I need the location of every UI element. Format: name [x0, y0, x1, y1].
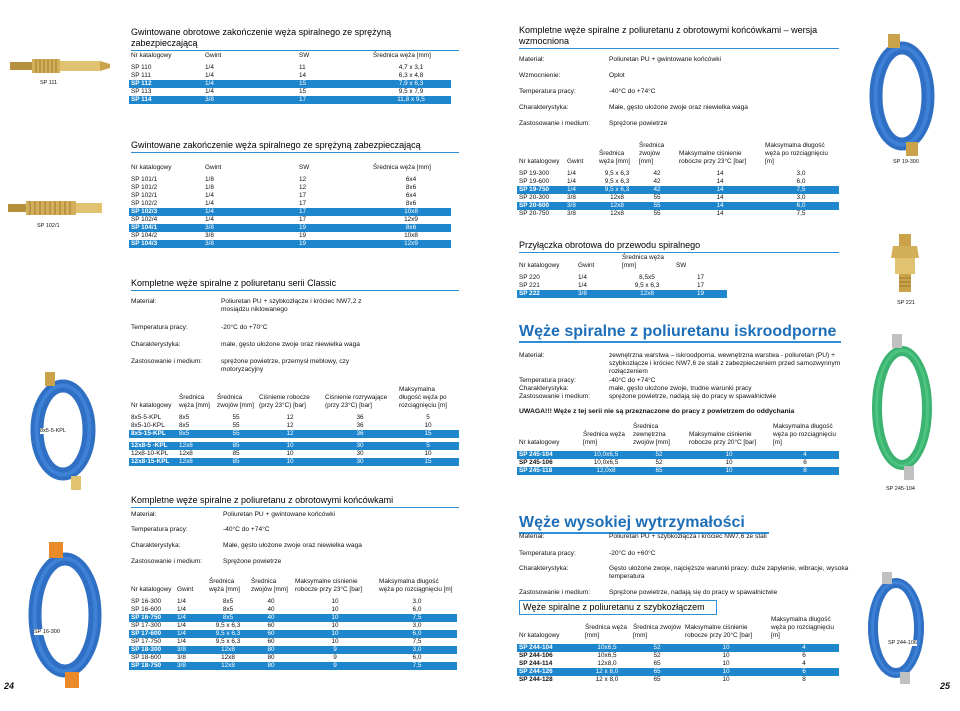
- page-number-left: 24: [4, 681, 15, 691]
- sec6-title: Przyłączka obrotowa do przewodu spiralnego: [519, 240, 839, 253]
- sec1-title: Gwintowane obrotowe zakończenie węża spiralnego ze sprężyną zabezpieczającą: [131, 27, 459, 51]
- table-row: 8x5-15-KPL 8x5 55 12 36 15: [129, 430, 459, 438]
- page-number-right: 25: [940, 681, 951, 691]
- table-row: SP 101/2 1/8 12 8x6: [131, 184, 417, 191]
- table-row: SP 17-300 1/4 9,5 x 6,3 60 10 3,0: [131, 622, 422, 629]
- table-row: SP 244-106 10x6,5 52 10 6: [519, 652, 806, 659]
- table-row: SP 18-300 3/8 12x8 80 9 3,0: [129, 646, 457, 654]
- table-row: SP 220 1/4 8,5x5 17: [519, 274, 705, 281]
- sp221-label: SP 221: [897, 300, 915, 306]
- table-row: SP 16-300 1/4 8x5 40 10 3,0: [131, 598, 422, 605]
- table-row: SP 245-118 12,0x8 65 10 8: [517, 467, 839, 475]
- sec6-table: [517, 254, 727, 298]
- table-row: SP 101/1 1/8 12 6x4: [131, 176, 417, 183]
- sec9-title: Węże spiralne z poliuretanu z szybkozłączem: [519, 600, 717, 615]
- table-row: SP 102/4 1/4 17 12x9: [131, 216, 418, 223]
- col-srednica: Średnica węża [mm]: [373, 52, 431, 59]
- table-row: SP 111 1/4 14 6,3 x 4,8: [131, 72, 424, 79]
- table-header: Nr katalogowy Gwint Średnica węża [mm] Średnica zwojów [mm] Maksymalne ciśnienie robocze przy 23°C [bar] Maksymalna długość węża po rozciągnięciu [m]: [131, 578, 453, 593]
- sec7-table: [517, 423, 839, 475]
- col-gwint: Gwint: [205, 52, 222, 59]
- sp16-hose-image: [5, 540, 125, 690]
- sec7-specs: Materiał: zewnętrzna warstwa – iskroodporna, wewnętrzna warstwa - poliuretan (PU) + szybkozłącze i króciec NW7,6 ze stali z zabezpieczeniem przed samozwynnym rozłączeniem Temperatura pracy: -40°C do +74°C Charakterystyka: małe, gęsto ułożone zwoje, trudne warunki pracy Zastosowanie i medium: sprężone powietrze, nadają się do pracy w spawalnictwie: [519, 352, 841, 400]
- table-row: SP 114 3/8 17 11,8 x 9,5: [129, 96, 451, 104]
- table-row: SP 221 1/4 9,5 x 6,3 17: [519, 282, 705, 289]
- sp19-label: SP 19-300: [893, 159, 919, 165]
- table-row: SP 245-106 10,0x6,5 52 10 6: [519, 459, 807, 466]
- table-row: SP 244-104 10x6,5 52 10 4: [517, 644, 839, 652]
- table-row: SP 17-600 1/4 9,5 x 6,3 60 10 6,0: [129, 630, 457, 638]
- sp244-hose-image: [846, 568, 954, 688]
- sec5-title: Kompletne węże spiralne z poliuretanu z obrotowymi końcówkami – wersja wzmocniona: [519, 25, 839, 49]
- table-row: SP 244-128 12 x 8,0 65 10 8: [519, 676, 806, 683]
- table-row: 8x5-5-KPL 8x5 55 12 36 5: [131, 414, 430, 421]
- sec5-specs: Materiał: Poliuretan PU + gwintowane końcówki Wzmocnienie: Oplot Temperatura pracy: -40°C do +74°C Charakterystyka: Małe, gęsto ułożone zwoje oraz niewielka waga Zastosowanie i medium: Sprężone powietrze: [519, 56, 748, 127]
- table-row: SP 244-114 12x8,0 65 10 4: [519, 660, 806, 667]
- table-header: Nr katalogowy Średnica węża [mm] Średnica zwojów [mm] Maksymalne ciśnienie robocze przy 20°C [bar] Maksymalna długość węża po rozciągnięciu [m]: [519, 616, 834, 639]
- table-row: SP 222 3/8 12x8 19: [517, 290, 727, 298]
- table-row: 8x5-10-KPL 8x5 55 12 36 10: [131, 422, 432, 429]
- table-row: 12x8-15-KPL 12x8 85 10 30 15: [129, 458, 459, 466]
- table-header: Nr katalogowy Średnica węża [mm] Średnica zwojów [mm] Ciśnienie robocze (przy 23°C) [bar] Ciśnienie rozrywające (przy 23°C) [bar] Maksymalna długość węża po rozciągnięciu [m]: [131, 386, 447, 409]
- table-row: SP 18-600 3/8 12x8 80 9 6,0: [131, 654, 422, 661]
- table-row: SP 19-600 1/4 9,5 x 6,3 42 14 6,0: [519, 178, 806, 185]
- sp244-label: SP 244-106: [888, 640, 917, 646]
- kpl-label: 8x5-5-KPL: [40, 428, 66, 434]
- table-row: SP 20-300 3/8 12x8 55 14 3,0: [519, 194, 806, 201]
- sec7-warning: UWAGA!!! Węże z tej serii nie są przeznaczone do pracy z powietrzem do oddychania: [519, 408, 795, 415]
- table-row: SP 18-750 3/8 12x8 80 9 7,5: [129, 662, 457, 670]
- table-row: SP 104/1 3/8 19 8x6: [129, 224, 451, 232]
- table-row: SP 112 1/4 15 7,9 x 6,3: [129, 80, 451, 88]
- sp111-label: SP 111: [40, 80, 58, 86]
- table-header: Nr katalogowy Średnica węża [mm] Średnica zewnętrzna zwojów [mm] Maksymalne ciśnienie robocze przy 20°C [bar] Maksymalna długość węża po rozciągnięciu [m]: [519, 423, 836, 446]
- sp102-label: SP 102/1: [37, 223, 60, 229]
- table-row: SP 245-104 10,0x6,5 52 10 4: [517, 451, 839, 459]
- table-row: SP 102/3 1/4 17 10x8: [129, 208, 451, 216]
- table-row: SP 104/3 3/8 19 12x9: [129, 240, 451, 248]
- sec4-table: [129, 578, 457, 670]
- col-nr: Nr katalogowy: [131, 52, 172, 59]
- sp102-fitting-image: [6, 198, 106, 218]
- table-header: Nr katalogowy Gwint Średnica węża [mm] Średnica zwojów [mm] Maksymalne ciśnienie robocze przy 23°C [bar] Maksymalna długość węża po rozciągnięciu [m]: [519, 142, 828, 165]
- table-row: SP 16-750 1/4 8x5 40 10 7,5: [129, 614, 457, 622]
- sp16-label: SP 16-300: [34, 629, 60, 635]
- table-row: SP 20-750 3/8 12x8 55 14 7,5: [519, 210, 806, 217]
- sec3-table: [129, 386, 459, 466]
- sec4-title: Kompletne węże spiralne z poliuretanu z obrotowymi końcówkami: [131, 495, 459, 508]
- sec2-title: Gwintowane zakończenie węża spiralnego ze sprężyną zabezpieczającą: [131, 140, 459, 153]
- sp245-label: SP 245-104: [886, 486, 915, 492]
- sp221-fitting-image: [885, 232, 925, 296]
- table-row: SP 113 1/4 15 9,5 x 7,9: [131, 88, 424, 95]
- table-row: SP 17-750 1/4 9,5 x 6,3 60 10 7,5: [131, 638, 422, 645]
- table-header: Nr katalogowy Gwint Średnica węża [mm] SW: [519, 254, 687, 269]
- sec1-table: [129, 52, 451, 104]
- table-row: SP 110 1/4 11 4,7 x 3,1: [131, 64, 424, 71]
- table-row: SP 19-750 1/4 9,5 x 6,3 42 14 7,5: [517, 186, 839, 194]
- table-row: SP 20-600 3/8 12x8 55 14 6,0: [517, 202, 839, 210]
- sec4-specs: Materiał: Poliuretan PU + gwintowane końcówki Temperatura pracy: -40°C do +74°C Charakterystyka: Małe, gęsto ułożone zwoje oraz niewielka waga Zastosowanie i medium: Sprężone powietrze: [131, 511, 362, 565]
- sec7-title: Węże spiralne z poliuretanu iskroodporne: [519, 323, 841, 343]
- col-sw: SW: [299, 52, 310, 59]
- table-row: SP 104/2 3/8 19 10x8: [131, 232, 418, 239]
- sec3-title: Kompletne węże spiralne z poliuretanu serii Classic: [131, 278, 459, 291]
- sp111-fitting-image: [8, 55, 113, 77]
- sec9-table: [517, 616, 839, 684]
- sec3-specs: Materiał: Poliuretan PU + szybkozłącze i króciec NW7,2 z mosiądzu niklowanego Temperatura pracy: -20°C do +70°C Charakterystyka: małe, gęsto ułożone zwoje oraz niewielka waga Zastosowanie i medium: sprężone powietrze, przemysł meblowy, czy motoryzacyjny: [131, 298, 362, 373]
- sec8-specs: Materiał: Poliuretan PU + szybkozłącza i króciec NW7,6 ze stali Temperatura pracy: -20°C do +60°C Charakterystyka: Gęsto ułożone zwoje, najcięższe warunki pracy: duże zapylenie, wibracje, wysoka temperatura Zastosowanie i medium: Sprężone powietrze, nadają się do pracy w spawalnictwie: [519, 533, 849, 596]
- table-row: SP 102/2 1/4 17 8x6: [131, 200, 417, 207]
- table-row: 12x8-5 -KPL 12x8 85 10 30 5: [129, 442, 459, 450]
- table-row: SP 16-600 1/4 8x5 40 10 6,0: [131, 606, 422, 613]
- sp19-hose-image: [850, 30, 955, 160]
- table-header: Nr katalogowy Gwint SW Średnica węża [mm]: [131, 164, 431, 171]
- sp245-hose-image: [848, 332, 956, 482]
- table-row: SP 19-300 1/4 9,5 x 6,3 42 14 3,0: [519, 170, 806, 177]
- sec5-table: [517, 142, 839, 218]
- table-row: SP 102/1 1/4 17 6x4: [131, 192, 417, 199]
- sec2-table: [129, 164, 451, 248]
- table-header: [129, 52, 451, 60]
- table-row: 12x8-10-KPL 12x8 85 10 30 10: [131, 450, 432, 457]
- table-row: SP 244-126 12 x 8,0 65 10 6: [517, 668, 839, 676]
- sec8-title: Węże wysokiej wytrzymałości: [519, 514, 769, 534]
